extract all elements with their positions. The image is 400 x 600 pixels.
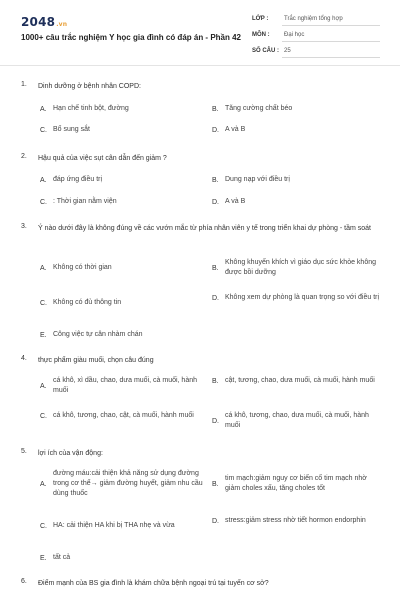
option-d[interactable] [212,197,375,207]
meta-label: LỚP : [252,16,269,22]
option-text: cật, tương, chao, dưa muối, cà muối, hành muối [225,377,375,384]
option-letter: D. [212,517,219,525]
option-letter: A. [40,480,47,488]
option-text: Không khuyến khích vì giáo dục sức khỏe không được bồi dưỡng [225,259,377,276]
meta-label: MÔN : [252,32,270,38]
option-letter: C. [40,198,47,206]
option-e[interactable] [40,553,203,563]
option-text: HA: cải thiện HA khi bị THA nhẹ và vừa [53,522,175,529]
option-b[interactable] [212,474,380,494]
question-header [21,81,383,92]
option-letter: D. [212,294,219,302]
option-text: Hạn chế tinh bột, đường [53,105,129,112]
option-letter: A. [40,105,47,113]
question-number: 3. [21,223,27,230]
option-letter: D. [212,417,219,425]
option-letter: D. [212,198,219,206]
option-b[interactable] [212,175,375,185]
document-header [0,0,400,66]
site-logo[interactable]: 2048.vn [21,15,68,29]
option-b[interactable] [212,376,380,386]
option-text: cá khô, xì dầu, chao, dưa muối, cà muối, hành muối [53,377,197,394]
question-header [21,578,383,589]
option-text: cá khô, tương, chao, dưa muối, cà muối, hành muối [225,412,369,429]
option-text: Không xem dự phòng là quan trọng so với điều trị [225,294,380,301]
option-text: Công việc tự cân nhàm chán [53,331,143,338]
option-e[interactable] [40,330,303,340]
option-d[interactable] [212,293,380,303]
option-text: Không có thời gian [53,264,112,271]
option-text: : Thời gian nằm viện [53,198,117,205]
question-header [21,448,383,459]
option-a[interactable] [40,175,203,185]
option-letter: B. [212,105,219,113]
option-letter: A. [40,176,47,184]
option-letter: C. [40,522,47,530]
option-a[interactable] [40,469,203,499]
option-a[interactable] [40,263,203,273]
option-c[interactable] [40,521,213,531]
meta-row-class [252,14,380,30]
option-text: cá khô, tương, chao, cật, cà muối, hành muối [53,412,194,419]
meta-value: Trắc nghiệm tổng hợp [282,14,380,26]
option-text: tim mạch:giảm nguy cơ biến cố tim mạch nhờ giảm choles xấu, tăng choles tốt [225,475,367,492]
option-b[interactable] [212,104,375,114]
option-letter: E. [40,331,47,339]
option-letter: B. [212,377,219,385]
option-text: Tăng cường chất béo [225,105,293,112]
option-text: tất cả [53,554,71,561]
option-letter: D. [212,126,219,134]
option-letter: C. [40,412,47,420]
option-d[interactable] [212,516,380,526]
question-text: Hậu quả của việc sụt cân dẫn đến giảm ? [38,155,167,162]
option-text: đáp ứng điều trị [53,176,103,183]
question-text: thực phẩm giàu muối, chọn câu đúng [38,357,154,364]
option-letter: E. [40,554,47,562]
question-text: Dinh dưỡng ở bệnh nhân COPD: [38,83,141,90]
option-d[interactable] [212,125,375,135]
option-letter: B. [212,176,219,184]
question-header [21,223,383,234]
meta-row-count [252,46,380,62]
option-text: Bổ sung sắt [53,126,90,133]
option-a[interactable] [40,376,201,396]
option-c[interactable] [40,197,203,207]
meta-info [252,14,380,62]
question-number: 6. [21,578,27,585]
question-number: 4. [21,355,27,362]
option-letter: B. [212,480,219,488]
meta-value: Đại học [282,30,380,42]
question-header [21,355,383,366]
option-letter: B. [212,264,219,272]
option-a[interactable] [40,104,203,114]
option-text: stress:giảm stress nhờ tiết hormon endorphin [225,517,366,524]
question-text: lợi ích của vận động: [38,450,103,457]
document-title: 1000+ câu trắc nghiệm Y học gia đình có đáp án - Phần 42 [21,33,241,42]
question-header [21,153,383,164]
question-text: Ý nào dưới đây là không đúng về các vướn mắc từ phía nhân viên y tế trong triển khai dự phòng - tầm soát [38,225,372,232]
option-c[interactable] [40,411,201,421]
question-number: 5. [21,448,27,455]
option-text: A và B [225,126,246,133]
meta-value: 25 [282,46,380,58]
option-letter: A. [40,382,47,390]
option-letter: C. [40,126,47,134]
question-number: 1. [21,81,27,88]
option-letter: A. [40,264,47,272]
option-text: Không có đủ thông tin [53,299,122,306]
option-c[interactable] [40,125,203,135]
option-text: đường máu:cải thiện khả năng sử dụng đường trong cơ thể→ giảm đường huyết, giảm nhu cầu dùng thuốc [53,470,203,497]
option-c[interactable] [40,298,203,308]
option-b[interactable] [212,258,380,278]
option-letter: C. [40,299,47,307]
meta-row-subject [252,30,380,46]
question-number: 2. [21,153,27,160]
meta-label: SỐ CÂU : [252,48,279,54]
option-text: Dung nạp với điều trị [225,176,290,183]
option-d[interactable] [212,411,380,431]
option-text: A và B [225,198,246,205]
question-text: Điểm mạnh của BS gia đình là khám chữa bệnh ngoại trú tại tuyến cơ sở? [38,580,269,587]
